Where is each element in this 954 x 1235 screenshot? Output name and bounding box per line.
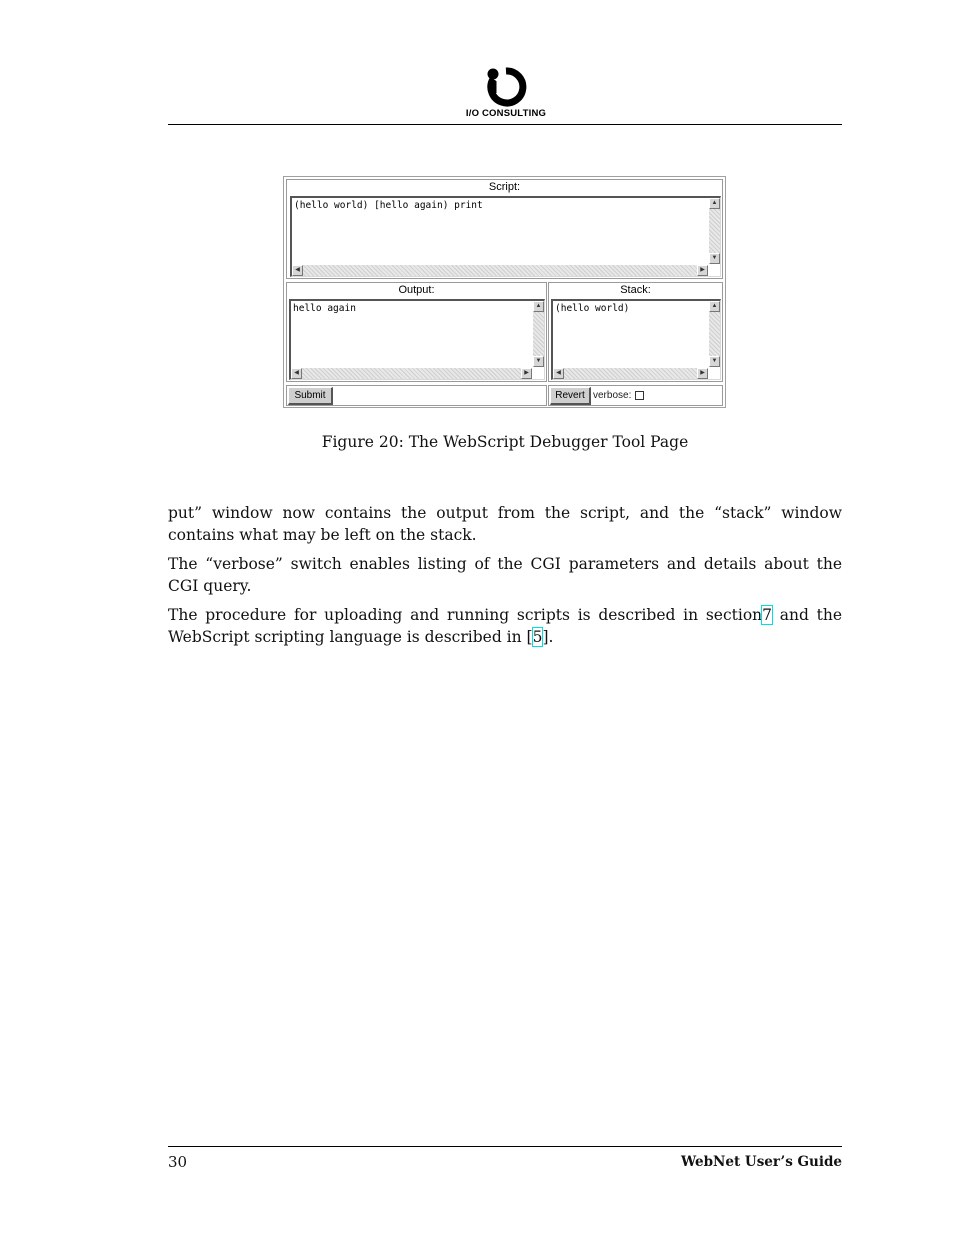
resize-corner <box>708 367 720 379</box>
scroll-up-icon[interactable]: ▲ <box>709 198 720 209</box>
scroll-right-icon[interactable]: ▶ <box>521 368 532 379</box>
verbose-checkbox[interactable] <box>635 391 644 400</box>
stack-label: Stack: <box>620 284 651 296</box>
paragraph-verbose: The “verbose” switch enables listing of the CGI parameters and details about the CGI query. <box>168 555 842 595</box>
resize-corner <box>708 264 720 276</box>
logo-text: I/O CONSULTING <box>465 108 547 119</box>
script-cell <box>286 179 723 279</box>
output-cell <box>286 282 547 382</box>
stack-cell <box>548 282 723 382</box>
output-label: Output: <box>398 284 435 296</box>
submit-button[interactable]: Submit <box>288 387 333 405</box>
script-horizontal-scrollbar[interactable] <box>292 265 708 276</box>
output-text: hello again <box>293 303 356 314</box>
para3-text-b: and the WebScript scripting language is described in <box>168 606 843 646</box>
stack-textarea[interactable] <box>551 299 721 380</box>
paragraph-output-stack: put” window now contains the output from the script, and the “stack” window contains what may be left on the stack. <box>168 504 842 544</box>
scroll-down-icon[interactable]: ▼ <box>709 253 720 264</box>
footer-rule <box>168 1146 842 1147</box>
resize-corner <box>532 367 544 379</box>
para3-text-a: The procedure for uploading and running scripts is described in section <box>168 606 763 624</box>
scroll-down-icon[interactable]: ▼ <box>709 356 720 367</box>
submit-cell <box>286 385 547 406</box>
scroll-right-icon[interactable]: ▶ <box>697 265 708 276</box>
script-text: (hello world) [hello again) print <box>294 200 483 211</box>
script-label: Script: <box>488 181 521 193</box>
footer-title: WebNet User’s Guide <box>680 1154 842 1170</box>
io-consulting-logo <box>458 66 554 122</box>
citation-reference-link[interactable]: 5 <box>532 627 543 646</box>
scroll-left-icon[interactable]: ◀ <box>553 368 564 379</box>
figure-caption: Figure 20: The WebScript Debugger Tool Page <box>321 433 689 451</box>
paragraph-procedure: The procedure for uploading and running scripts is described in section7 and the WebScript scripting language is described in [5]. <box>168 606 843 646</box>
output-textarea[interactable] <box>289 299 545 380</box>
io-logo-icon <box>484 66 528 110</box>
stack-horizontal-scrollbar[interactable] <box>553 368 708 379</box>
webscript-debugger-screenshot <box>283 176 726 408</box>
scroll-right-icon[interactable]: ▶ <box>697 368 708 379</box>
para3-text-c: . <box>548 627 554 646</box>
scroll-left-icon[interactable]: ◀ <box>292 265 303 276</box>
revert-cell <box>548 385 723 406</box>
script-textarea[interactable] <box>290 196 721 277</box>
revert-button[interactable]: Revert <box>550 387 591 405</box>
scroll-up-icon[interactable]: ▲ <box>533 301 544 312</box>
stack-text: (hello world) <box>555 303 630 314</box>
header-rule <box>168 124 842 125</box>
output-horizontal-scrollbar[interactable] <box>291 368 532 379</box>
scroll-left-icon[interactable]: ◀ <box>291 368 302 379</box>
output-vertical-scrollbar[interactable] <box>533 301 544 367</box>
section-reference-link[interactable]: 7 <box>762 606 773 624</box>
verbose-label: verbose: <box>593 390 632 401</box>
page-number: 30 <box>168 1153 188 1171</box>
stack-vertical-scrollbar[interactable] <box>709 301 720 367</box>
scroll-up-icon[interactable]: ▲ <box>709 301 720 312</box>
script-vertical-scrollbar[interactable] <box>709 198 720 264</box>
scroll-down-icon[interactable]: ▼ <box>533 356 544 367</box>
